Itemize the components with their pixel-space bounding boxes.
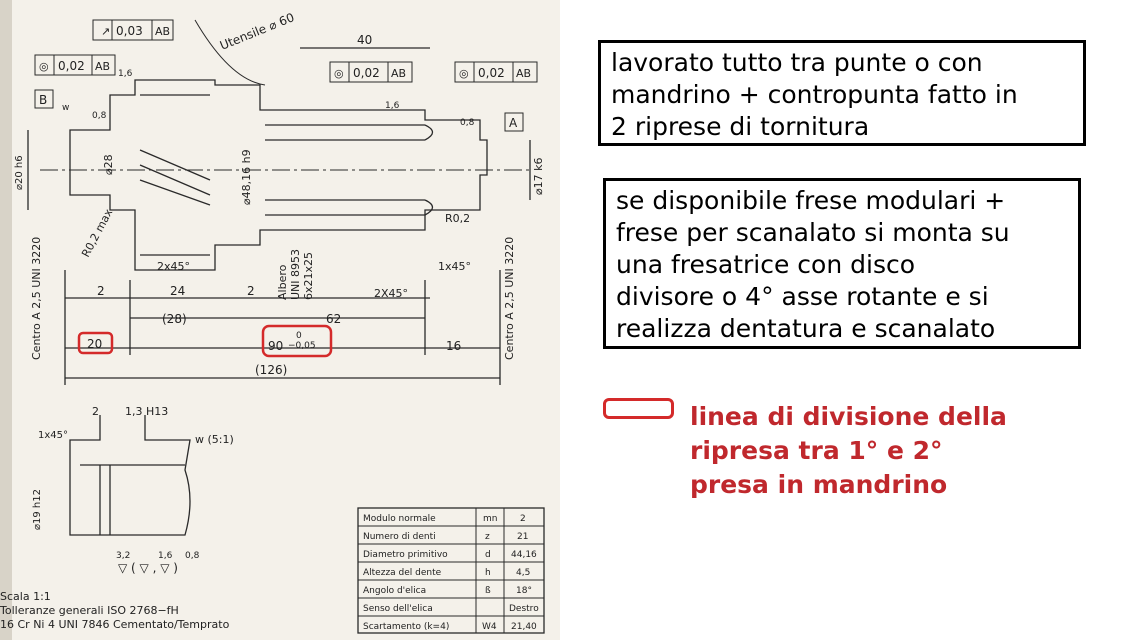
dim-40: 40 xyxy=(357,33,373,47)
note-machining-between-centers xyxy=(598,40,1086,146)
rough-32: 3,2 xyxy=(116,551,131,561)
shaft-outline xyxy=(70,80,487,270)
dim-chamfer-2X45: 2X45° xyxy=(374,287,409,300)
table-value: 4,5 xyxy=(516,568,531,578)
datum-b-label: B xyxy=(39,93,48,107)
w-marker: w xyxy=(62,103,70,113)
table-symbol: z xyxy=(485,532,490,542)
gdt-conc-right-value: 0,02 xyxy=(478,66,505,80)
note-milling-gear-spline xyxy=(603,178,1081,349)
rough-08b: 0,8 xyxy=(460,118,475,128)
note1-line: lavorato tutto tra punte o con xyxy=(611,48,983,77)
note1-line: mandrino + contropunta fatto in xyxy=(611,80,1018,109)
detail-w-scale: w (5:1) xyxy=(195,433,234,446)
table-value: 21 xyxy=(517,532,529,542)
dim-16: 16 xyxy=(446,339,462,353)
dim-90-upper-tol: 0 xyxy=(296,331,302,341)
dim-28: (28) xyxy=(162,312,187,326)
legend-line: linea di divisione della xyxy=(690,402,1007,431)
dim-phi20: ⌀20 h6 xyxy=(14,155,25,190)
dim-62: 62 xyxy=(326,312,342,326)
detail-dim-2: 2 xyxy=(92,405,99,418)
rough-16c: 1,6 xyxy=(158,551,173,561)
table-label: Altezza del dente xyxy=(363,568,442,578)
dim-2b: 2 xyxy=(247,284,255,298)
gdt-conc-left-datum: AB xyxy=(95,60,111,73)
technical-drawing xyxy=(0,0,560,640)
detail-dim-13: 1,3 H13 xyxy=(125,405,169,418)
detail-chamfer: 1x45° xyxy=(38,430,69,441)
dim-r-max: R0,2 max xyxy=(79,206,116,260)
concentricity-icon: ◎ xyxy=(459,67,469,80)
dim-20: 20 xyxy=(87,337,103,351)
title-scale: Scala 1:1 xyxy=(0,590,51,603)
note2-line: divisore o 4° asse rotante e si xyxy=(616,282,989,311)
gdt-conc-mid-datum: AB xyxy=(391,67,407,80)
utensile-label: Utensile ⌀ 60 xyxy=(217,10,297,53)
dim-chamfer-1x45: 1x45° xyxy=(438,260,472,273)
concentricity-icon: ◎ xyxy=(39,60,49,73)
runout-symbol: ↗ xyxy=(101,25,111,38)
table-value: 44,16 xyxy=(511,550,537,560)
dim-90: 90 xyxy=(268,339,284,353)
concentricity-icon: ◎ xyxy=(334,67,344,80)
dim-phi28: ⌀28 xyxy=(102,154,115,175)
legend-red-box-swatch xyxy=(603,398,674,419)
dim-24: 24 xyxy=(170,284,186,298)
table-symbol: W4 xyxy=(482,622,497,632)
note2-line: una fresatrice con disco xyxy=(616,250,916,279)
dim-90-lower-tol: −0,05 xyxy=(288,341,316,351)
table-value: Destro xyxy=(509,604,539,614)
table-symbol: mn xyxy=(483,514,498,524)
dim-phi17: ⌀17 k6 xyxy=(532,157,545,195)
shaft-drawing-svg xyxy=(0,0,560,640)
table-value: 2 xyxy=(520,514,526,524)
note2-line: frese per scanalato si monta su xyxy=(616,218,1010,247)
centro-right: Centro A 2,5 UNI 3220 xyxy=(503,236,516,360)
gdt-conc-mid-value: 0,02 xyxy=(353,66,380,80)
table-label: Senso dell'elica xyxy=(363,604,433,614)
rough-08c: 0,8 xyxy=(185,551,200,561)
gdt-runout-value: 0,03 xyxy=(116,24,143,38)
dim-chamfer-2x45: 2x45° xyxy=(157,260,191,273)
legend-line: presa in mandrino xyxy=(690,470,948,499)
dim-phi48: ⌀48,16 h9 xyxy=(240,149,253,205)
table-value: 18° xyxy=(516,586,532,596)
table-symbol: ß xyxy=(485,586,491,596)
dim-r02: R0,2 xyxy=(445,212,471,225)
legend-line: ripresa tra 1° e 2° xyxy=(690,436,943,465)
gdt-conc-left-value: 0,02 xyxy=(58,59,85,73)
table-label: Numero di denti xyxy=(363,532,436,542)
gdt-runout-datum: AB xyxy=(155,25,171,38)
table-symbol: d xyxy=(485,550,491,560)
roughness-symbol: ▽ ( ▽ , ▽ ) xyxy=(118,561,178,575)
legend-text xyxy=(690,400,1110,502)
gdt-conc-right-datum: AB xyxy=(516,67,532,80)
table-value: 21,40 xyxy=(511,622,537,632)
table-symbol: h xyxy=(485,568,491,578)
albero-line-2: UNI 8953 xyxy=(289,248,302,300)
albero-line-3: 6x21x25 xyxy=(302,251,315,300)
table-label: Angolo d'elica xyxy=(363,586,427,596)
rough-16a: 1,6 xyxy=(118,69,133,79)
rough-08a: 0,8 xyxy=(92,111,107,121)
dim-126: (126) xyxy=(255,363,288,377)
dim-2a: 2 xyxy=(97,284,105,298)
datum-a-label: A xyxy=(509,116,518,130)
table-label: Scartamento (k=4) xyxy=(363,622,450,632)
detail-phi19: ⌀19 h12 xyxy=(32,489,43,530)
table-label: Diametro primitivo xyxy=(363,550,448,560)
gear-parameters-table xyxy=(363,514,539,632)
centro-left: Centro A 2,5 UNI 3220 xyxy=(30,236,43,360)
note1-line: 2 riprese di tornitura xyxy=(611,112,870,141)
title-tolerance: Tolleranze generali ISO 2768−fH xyxy=(0,604,179,617)
rough-16b: 1,6 xyxy=(385,101,400,111)
note2-line: se disponibile frese modulari + xyxy=(616,186,1006,215)
table-label: Modulo normale xyxy=(363,514,436,524)
albero-line-1: Albero xyxy=(276,264,289,300)
note2-line: realizza dentatura e scanalato xyxy=(616,314,996,343)
title-material: 16 Cr Ni 4 UNI 7846 Cementato/Temprato xyxy=(0,618,230,631)
